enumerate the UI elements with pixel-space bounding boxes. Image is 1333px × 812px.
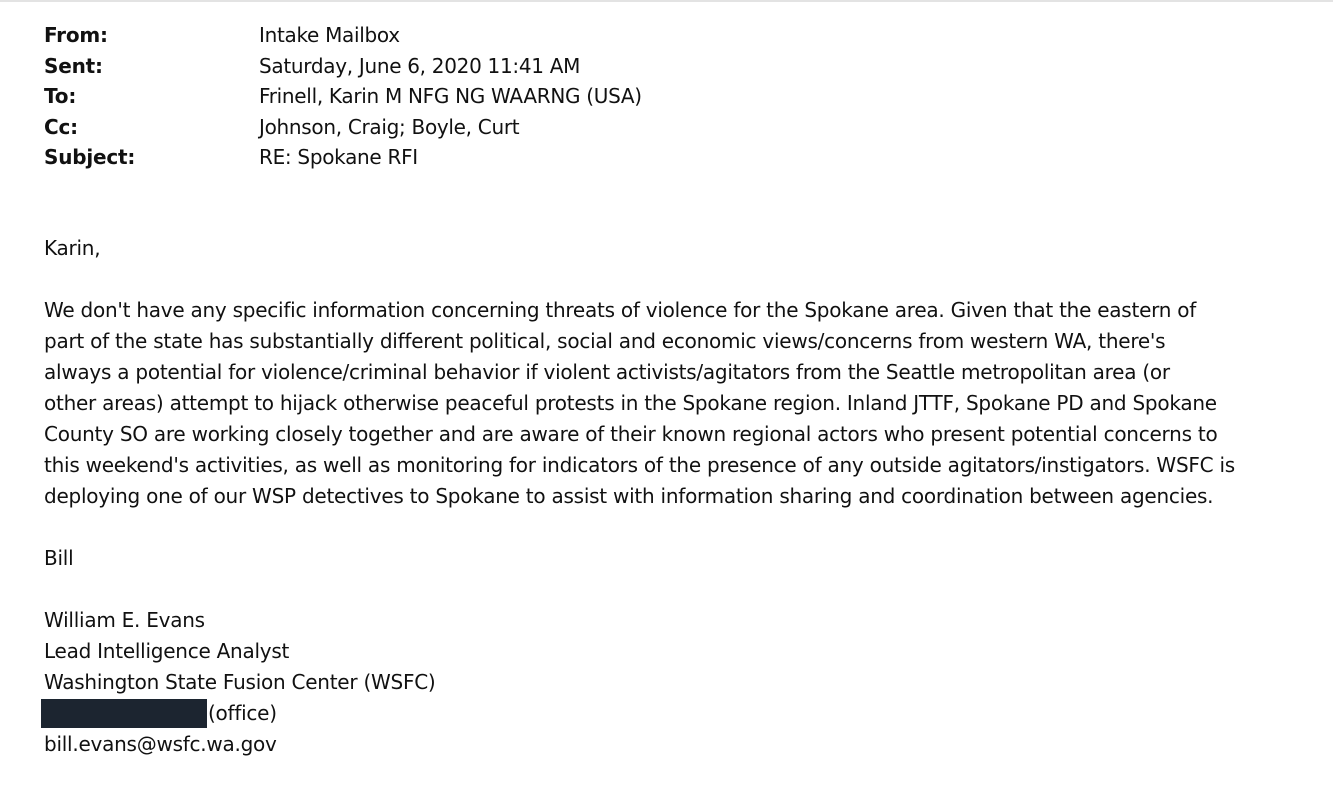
cc-value: Johnson, Craig; Boyle, Curt — [259, 114, 520, 139]
signoff: Bill — [44, 546, 74, 570]
subject-row — [44, 142, 1304, 173]
paragraph-line: always a potential for violence/criminal behavior if violent activists/agitators from the Seattle metropolitan area (or — [44, 360, 1170, 384]
to-value: Frinell, Karin M NFG NG WAARNG (USA) — [259, 84, 642, 108]
paragraph-line: deploying one of our WSP detectives to Spokane to assist with information sharing and coordination between agencies. — [44, 484, 1214, 508]
to-row — [44, 81, 1304, 112]
email-body — [44, 233, 1314, 760]
paragraph-line: County SO are working closely together and are aware of their known regional actors who present potential concerns to — [44, 422, 1218, 446]
body-paragraph — [44, 295, 1314, 512]
from-row — [44, 20, 1304, 51]
spacer — [44, 264, 1314, 295]
cc-label: Cc: — [44, 114, 78, 139]
to-label: To: — [44, 84, 77, 108]
signature-block — [44, 605, 1314, 760]
spacer — [44, 512, 1314, 543]
sent-row — [44, 51, 1304, 82]
signature-name: William E. Evans — [44, 608, 205, 632]
signature-phone — [44, 698, 1314, 729]
signature-title: Lead Intelligence Analyst — [44, 639, 290, 663]
paragraph-line: part of the state has substantially different political, social and economic views/concerns from western WA, there's — [44, 329, 1166, 353]
subject-label: Subject: — [44, 145, 136, 169]
from-label: From: — [44, 23, 108, 47]
phone-suffix: (office) — [208, 701, 277, 725]
signature-email: bill.evans@wsfc.wa.gov — [44, 732, 277, 756]
cc-row — [44, 112, 1304, 143]
sent-value: Saturday, June 6, 2020 11:41 AM — [259, 53, 581, 78]
paragraph-line: this weekend's activities, as well as monitoring for indicators of the presence of any outside agitators/instigators. WSFC is — [44, 453, 1235, 477]
spacer — [44, 574, 1314, 605]
redaction-box — [41, 699, 207, 728]
top-divider — [0, 0, 1333, 2]
paragraph-line: other areas) attempt to hijack otherwise peaceful protests in the Spokane region. Inland JTTF, Spokane PD and Spokane — [44, 391, 1217, 415]
email-header — [44, 20, 1304, 173]
paragraph-line: We don't have any specific information concerning threats of violence for the Spokane area. Given that the eastern of — [44, 298, 1197, 322]
from-value: Intake Mailbox — [259, 23, 400, 47]
sent-label: Sent: — [44, 53, 103, 78]
signature-organization: Washington State Fusion Center (WSFC) — [44, 670, 436, 694]
subject-value: RE: Spokane RFI — [259, 145, 418, 169]
greeting: Karin, — [44, 236, 101, 260]
